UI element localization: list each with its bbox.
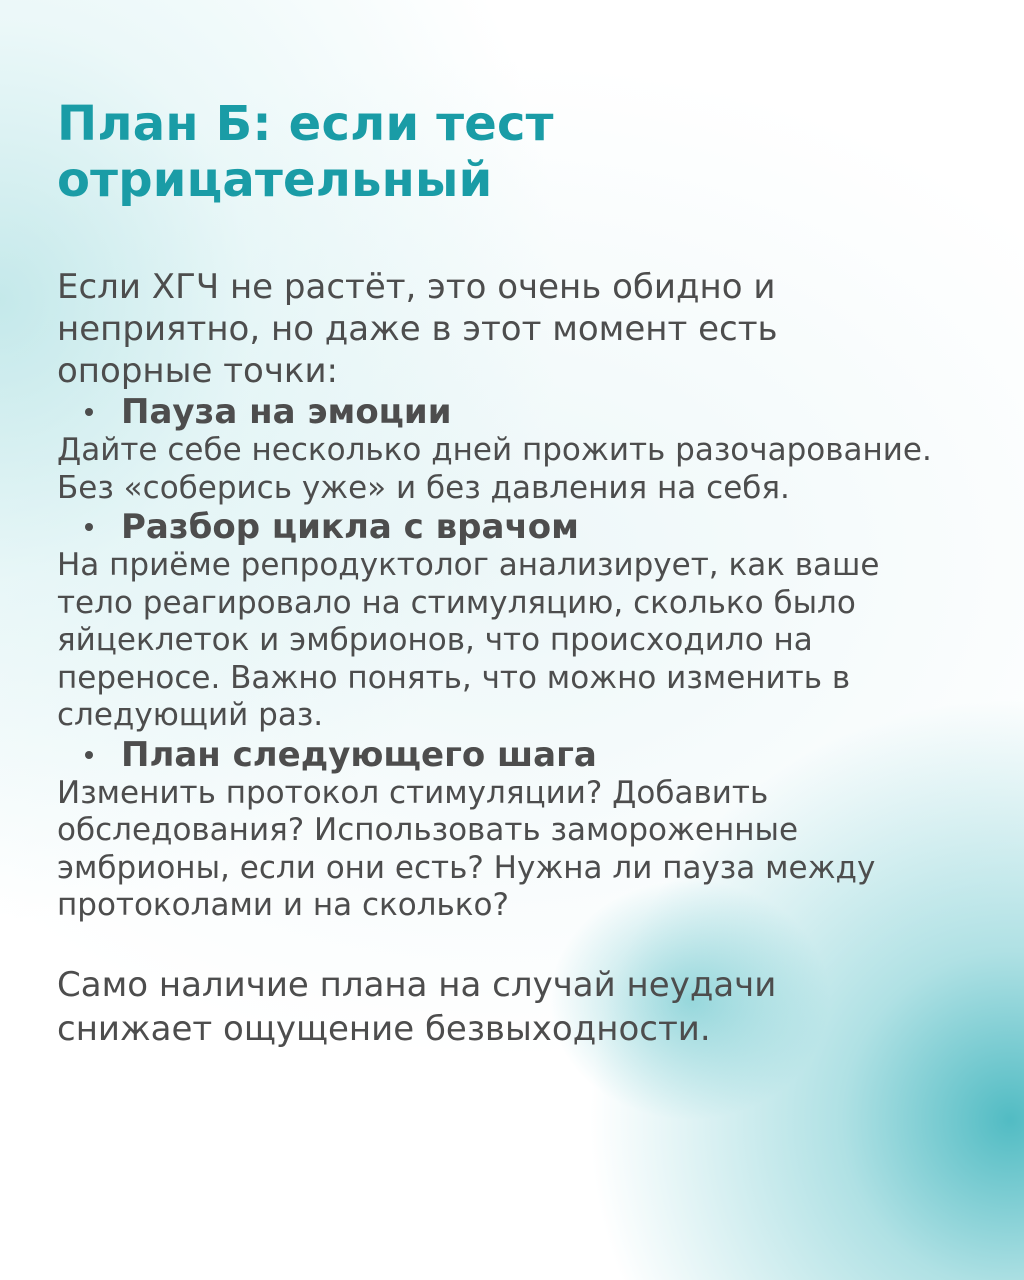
bullet-icon <box>85 751 93 759</box>
closing-paragraph: Само наличие плана на случай неудачи снижает ощущение безвыходности. <box>57 964 777 1049</box>
list-item-title: План следующего шага <box>121 734 597 775</box>
list-item-next-step <box>57 735 977 775</box>
list-item-title: Разбор цикла с врачом <box>121 507 579 547</box>
list-item-text: Дайте себе несколько дней прожить разочарование. Без «соберись уже» и без давления на себя. <box>57 432 932 506</box>
bullet-icon <box>85 408 93 416</box>
intro-paragraph: Если ХГЧ не растёт, это очень обидно и неприятно, но даже в этот момент есть опорные точки: <box>57 267 778 391</box>
bullet-icon <box>85 523 93 531</box>
tips-list <box>57 392 977 925</box>
list-item-text: Изменить протокол стимуляции? Добавить обследования? Использовать замороженные эмбрионы, если они есть? Нужна ли пауза между протоколами и на сколько? <box>57 774 876 923</box>
list-item-emotions <box>57 392 977 432</box>
page-title: План Б: если тест отрицательный <box>57 96 554 208</box>
list-item-text: На приёме репродуктолог анализирует, как ваше тело реагировало на стимуляцию, сколько было яйцеклеток и эмбрионов, что происходило на переносе. Важно понять, что можно изменить в следующий раз. <box>57 547 880 733</box>
slide-content <box>57 96 977 1051</box>
list-item-cycle-review <box>57 507 977 547</box>
list-item-title: Пауза на эмоции <box>121 392 452 432</box>
